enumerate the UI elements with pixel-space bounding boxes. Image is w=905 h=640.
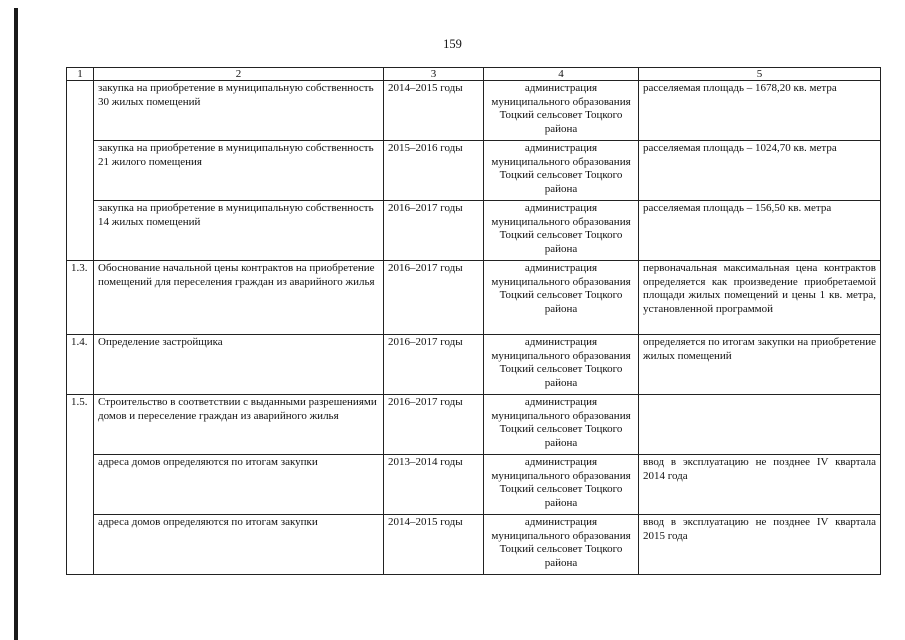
- table-row: [67, 395, 881, 455]
- column-header-1: 1: [67, 68, 94, 81]
- task-cell: закупка на приобретение в муниципальную собственность 30 жилых помещений: [94, 81, 384, 141]
- column-header-4: 4: [484, 68, 639, 81]
- task-cell: Обоснование начальной цены контрактов на приобретение помещений для переселения граждан из аварийного жилья: [94, 261, 384, 335]
- row-number: 1.3.: [67, 261, 94, 335]
- table-header-row: [67, 68, 881, 81]
- column-header-3: 3: [384, 68, 484, 81]
- period-cell: 2014–2015 годы: [384, 81, 484, 141]
- period-cell: 2016–2017 годы: [384, 335, 484, 395]
- table-row: [67, 81, 881, 141]
- result-cell: ввод в эксплуатацию не позднее IV квартала 2015 года: [639, 515, 881, 575]
- task-cell: закупка на приобретение в муниципальную собственность 14 жилых помещений: [94, 201, 384, 261]
- result-cell: определяется по итогам закупки на приобретение жилых помещений: [639, 335, 881, 395]
- responsible-cell: администрация муниципального образования Тоцкий сельсовет Тоцкого района: [484, 261, 639, 335]
- task-cell: адреса домов определяются по итогам закупки: [94, 515, 384, 575]
- column-header-5: 5: [639, 68, 881, 81]
- task-cell: Строительство в соответствии с выданными разрешениями домов и переселение граждан из аварийного жилья: [94, 395, 384, 455]
- scan-edge-line: [14, 8, 18, 640]
- task-cell: адреса домов определяются по итогам закупки: [94, 455, 384, 515]
- responsible-cell: администрация муниципального образования Тоцкий сельсовет Тоцкого района: [484, 455, 639, 515]
- responsible-cell: администрация муниципального образования Тоцкий сельсовет Тоцкого района: [484, 81, 639, 141]
- table-row: [67, 515, 881, 575]
- row-number: [67, 81, 94, 261]
- table-row: [67, 335, 881, 395]
- result-cell: ввод в эксплуатацию не позднее IV квартала 2014 года: [639, 455, 881, 515]
- page-number: 159: [443, 37, 462, 51]
- result-cell: расселяемая площадь – 156,50 кв. метра: [639, 201, 881, 261]
- period-cell: 2016–2017 годы: [384, 395, 484, 455]
- responsible-cell: администрация муниципального образования Тоцкий сельсовет Тоцкого района: [484, 335, 639, 395]
- responsible-cell: администрация муниципального образования Тоцкий сельсовет Тоцкого района: [484, 515, 639, 575]
- period-cell: 2014–2015 годы: [384, 515, 484, 575]
- task-cell: закупка на приобретение в муниципальную собственность 21 жилого помещения: [94, 141, 384, 201]
- period-cell: 2013–2014 годы: [384, 455, 484, 515]
- table-row: [67, 201, 881, 261]
- table-row: [67, 455, 881, 515]
- task-cell: Определение застройщика: [94, 335, 384, 395]
- period-cell: 2016–2017 годы: [384, 261, 484, 335]
- period-cell: 2015–2016 годы: [384, 141, 484, 201]
- result-cell: расселяемая площадь – 1024,70 кв. метра: [639, 141, 881, 201]
- result-cell: [639, 395, 881, 455]
- period-cell: 2016–2017 годы: [384, 201, 484, 261]
- row-number: 1.4.: [67, 335, 94, 395]
- table-row: [67, 141, 881, 201]
- responsible-cell: администрация муниципального образования Тоцкий сельсовет Тоцкого района: [484, 395, 639, 455]
- result-cell: расселяемая площадь – 1678,20 кв. метра: [639, 81, 881, 141]
- responsible-cell: администрация муниципального образования Тоцкий сельсовет Тоцкого района: [484, 201, 639, 261]
- measures-table: [66, 67, 881, 575]
- result-cell: первоначальная максимальная цена контрактов определяется как произведение приобретаемой площади жилых помещений и цены 1 кв. метра, установленной программой: [639, 261, 881, 335]
- responsible-cell: администрация муниципального образования Тоцкий сельсовет Тоцкого района: [484, 141, 639, 201]
- column-header-2: 2: [94, 68, 384, 81]
- table-row: [67, 261, 881, 335]
- row-number: 1.5.: [67, 395, 94, 575]
